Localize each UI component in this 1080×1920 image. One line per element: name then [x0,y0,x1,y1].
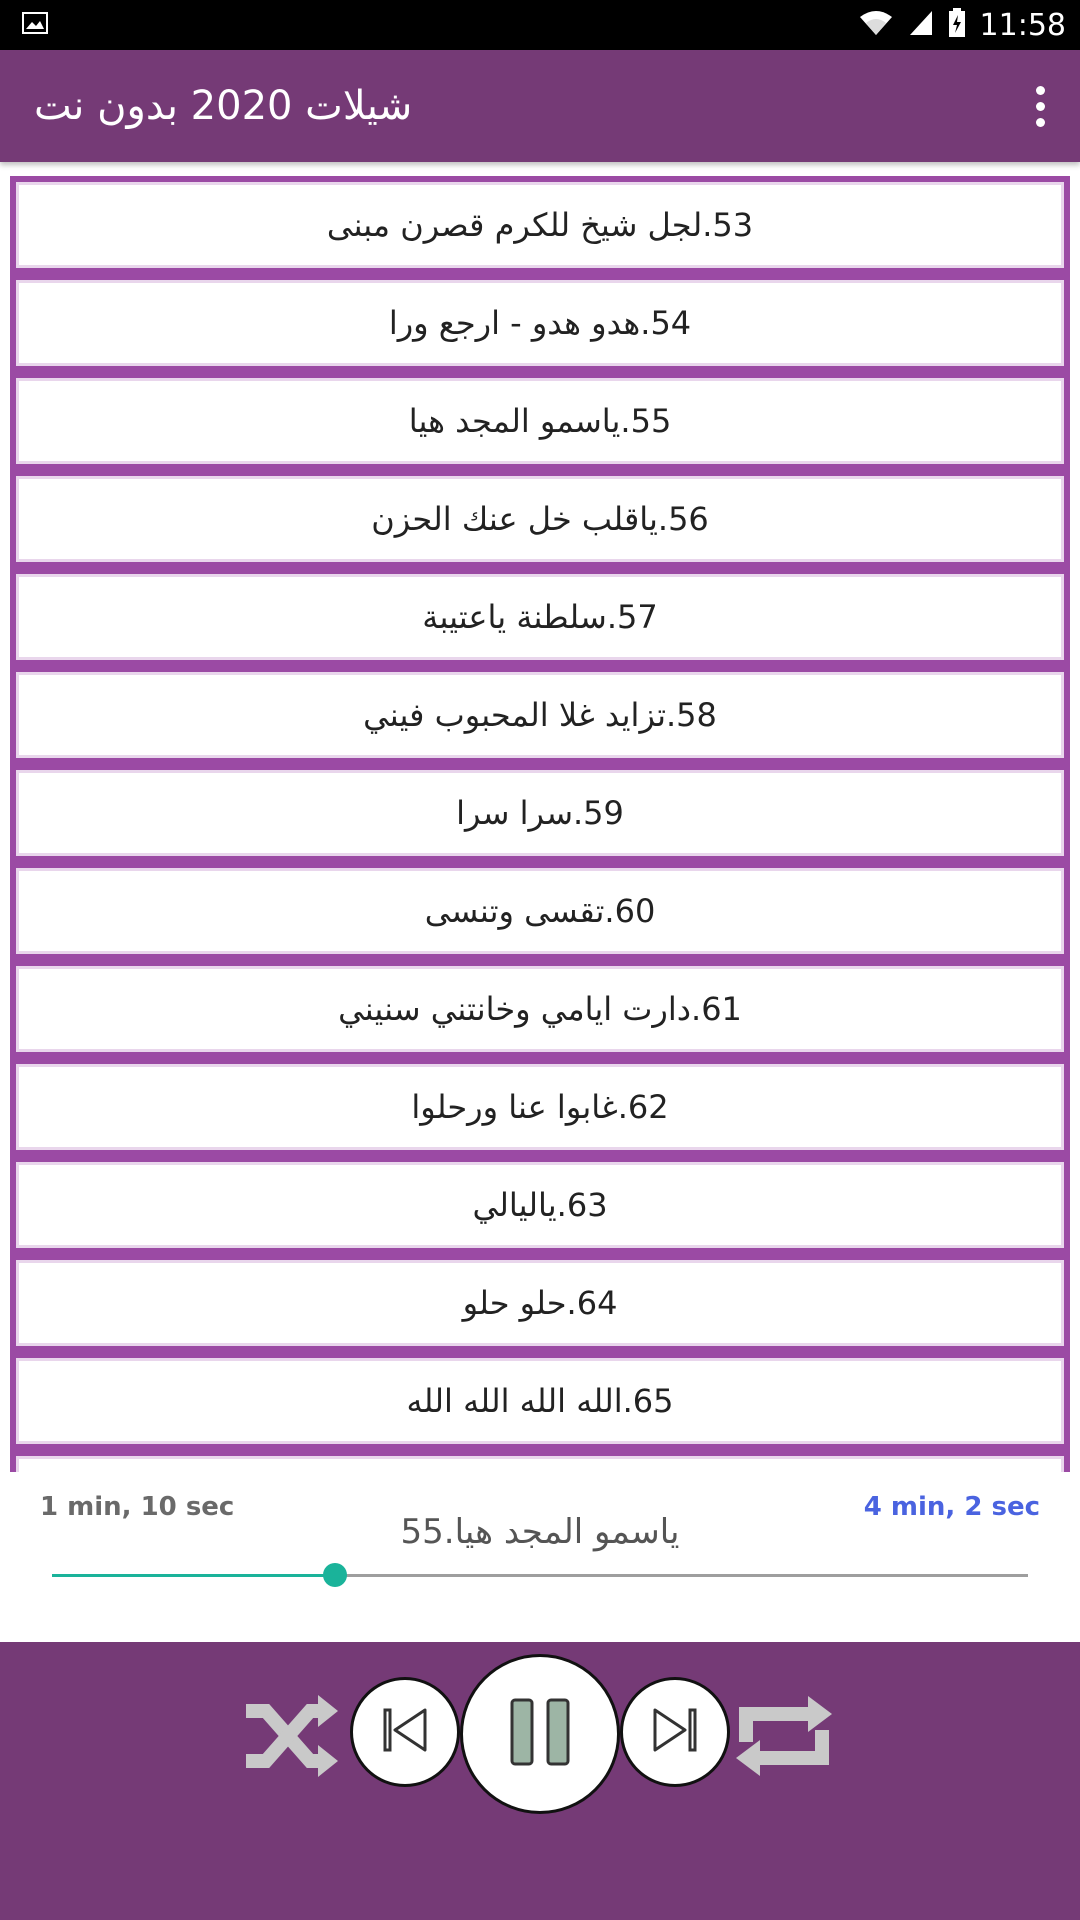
song-title: 54.هدو هدو - ارجع ورا [388,304,692,342]
song-title: 60.تقسى وتنسى [424,892,656,930]
song-list-container[interactable] [0,162,1080,1472]
player-controls [0,1642,1080,1920]
song-title: 56.ياقلب خل عنك الحزن [371,500,709,538]
app-title: شيلات 2020 بدون نت [34,83,413,129]
cell-signal-icon [908,9,934,41]
wifi-icon [858,9,894,41]
seek-bar[interactable] [52,1574,1028,1577]
pause-icon [504,1696,576,1772]
song-title: 53.لجل شيخ للكرم قصرن مبنى [326,206,754,244]
now-playing-title: 55.ياسمو المجد هيا [400,1512,680,1552]
song-title: 61.دارت ايامي وخانتني سنيني [338,990,742,1028]
status-time: 11:58 [979,7,1066,43]
battery-charging-icon [948,8,966,42]
list-item[interactable] [10,1352,1070,1450]
list-item[interactable] [10,274,1070,372]
list-item[interactable] [10,568,1070,666]
total-time: 4 min, 2 sec [863,1492,1040,1522]
previous-button[interactable] [350,1677,460,1787]
song-title: 57.سلطنة ياعتيبة [422,598,658,636]
list-item[interactable] [10,862,1070,960]
next-icon [649,1704,701,1760]
previous-icon [379,1704,431,1760]
shuffle-icon[interactable] [238,1686,342,1790]
status-bar [0,0,1080,50]
player-info [0,1472,1080,1642]
song-title: 58.تزايد غلا المحبوب فيني [363,696,717,734]
next-button[interactable] [620,1677,730,1787]
list-item[interactable] [10,1156,1070,1254]
song-title: 62.غابوا عنا ورحلوا [411,1088,669,1126]
seek-thumb[interactable] [323,1563,347,1587]
app-bar [0,50,1080,162]
list-item[interactable] [10,960,1070,1058]
song-title: 55.ياسمو المجد هيا [408,402,672,440]
list-item[interactable] [10,666,1070,764]
song-title: 59.سرا سرا [456,794,624,832]
image-icon [22,12,48,38]
more-vert-icon[interactable] [1020,76,1060,136]
elapsed-time: 1 min, 10 sec [40,1492,235,1522]
pause-button[interactable] [460,1654,620,1814]
list-item[interactable] [10,176,1070,274]
seek-progress [52,1574,335,1577]
repeat-icon[interactable] [730,1682,838,1790]
list-item[interactable] [10,1450,1070,1472]
list-item[interactable] [10,1254,1070,1352]
list-item[interactable] [10,470,1070,568]
list-item[interactable] [10,372,1070,470]
song-title: 64.حلو حلو [462,1284,618,1322]
song-list [10,176,1070,1472]
list-item[interactable] [10,764,1070,862]
list-item[interactable] [10,1058,1070,1156]
song-title: 63.ياليالي [472,1186,608,1224]
song-title: 65.الله الله الله الله [406,1382,674,1420]
